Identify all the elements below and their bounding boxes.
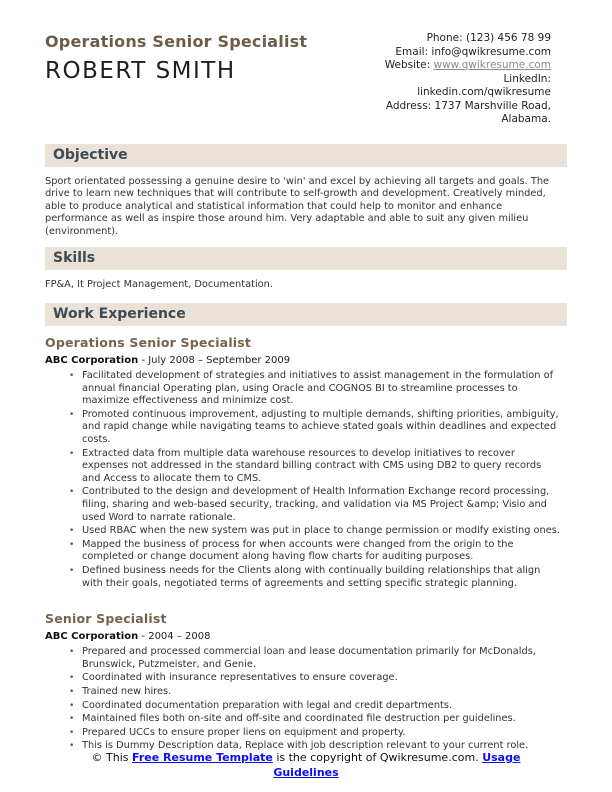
contact-phone-line bbox=[385, 32, 551, 46]
bullet-item: • Defined business needs for the Clients along with continually building relationships that align with their goals, negotiated terms of agreements and setting specific strategic planning. bbox=[68, 565, 560, 590]
work-experience-heading: Work Experience bbox=[45, 303, 567, 326]
contact-linkedin-value-line bbox=[385, 86, 551, 100]
bullet-item: • Prepared UCCs to ensure proper liens on equipment and property. bbox=[68, 727, 560, 740]
company-name: ABC Corporation bbox=[45, 355, 139, 367]
footer-text bbox=[71, 750, 541, 780]
website-link[interactable]: www.qwikresume.com bbox=[433, 59, 551, 71]
job-title: Senior Specialist bbox=[45, 611, 167, 627]
address-value: 1737 Marshville Road, bbox=[434, 99, 551, 112]
bullet-item: • Trained new hires. bbox=[68, 686, 560, 699]
header-left bbox=[45, 30, 307, 127]
linkedin-value: linkedin.com/qwikresume bbox=[417, 86, 551, 98]
job-dates: - 2004 – 2008 bbox=[141, 631, 211, 643]
job-entry-2 bbox=[45, 611, 567, 753]
skills-heading: Skills bbox=[45, 247, 567, 270]
contact-email-line bbox=[385, 46, 551, 60]
bullet-item: • Used RBAC when the new system was put in place to change permission or modify existing ones. bbox=[68, 525, 560, 538]
skills-text: FP&A, It Project Management, Documentation. bbox=[45, 279, 273, 291]
footer-prefix: © This bbox=[91, 751, 133, 764]
bullet-item: • Maintained files both on-site and off-site and coordinated file destruction per guidelines. bbox=[68, 713, 560, 726]
email-label: Email: bbox=[395, 45, 429, 58]
bullet-item: • Facilitated development of strategies and initiatives to assist management in the formulation of annual financial Operating plan, using Oracle and COGNOS BI to streamline processes to maximize effectiveness and minimize cost. bbox=[68, 370, 560, 408]
website-label: Website: bbox=[384, 59, 431, 71]
contact-address-line bbox=[385, 100, 551, 114]
bullet-item: • Prepared and processed commercial loan and lease documentation primarily for McDonalds, Brunswick, Putzmeister, and Genie. bbox=[68, 646, 560, 671]
phone-label: Phone: bbox=[426, 32, 463, 44]
resume-title: Operations Senior Specialist bbox=[45, 32, 308, 51]
job-bullet-list bbox=[68, 370, 567, 590]
linkedin-label: LinkedIn: bbox=[503, 72, 551, 85]
contact-website-line bbox=[385, 59, 551, 73]
company-line bbox=[45, 631, 567, 642]
free-resume-template-link[interactable]: Free Resume Template bbox=[132, 751, 273, 764]
bullet-item: • This is Dummy Description data, Replace with job description relevant to your current role. bbox=[68, 740, 560, 753]
objective-section bbox=[45, 144, 567, 239]
job-bullet-list bbox=[68, 646, 567, 753]
bullet-item: • Mapped the business of process for when accounts were changed from the origin to the completed or change document along having flow charts for auditing purposes. bbox=[68, 539, 560, 564]
candidate-name: ROBERT SMITH bbox=[45, 58, 236, 84]
contact-address-line2 bbox=[385, 113, 551, 127]
contact-linkedin-label-line bbox=[385, 73, 551, 87]
page-footer bbox=[45, 750, 567, 780]
skills-section bbox=[45, 247, 567, 292]
job-title: Operations Senior Specialist bbox=[45, 335, 252, 351]
footer-middle: is the copyright of Qwikresume.com. bbox=[272, 751, 483, 764]
job-entry-1 bbox=[45, 335, 567, 590]
usage-guidelines-link[interactable]: Usage Guidelines bbox=[273, 751, 521, 779]
objective-text: Sport orientated possessing a genuine desire to 'win' and excel by achieving all targets and goals. The drive to learn new techniques that will contribute to self-growth and development. Creatively minded, able to produce analytical and statistical information that could help to monitor and enhance performance as well as inspire those around him. Very adaptable and able to suit any given milieu (environment). bbox=[45, 175, 550, 237]
bullet-item: • Promoted continuous improvement, adjusting to multiple demands, shifting priorities, ambiguity, and rapid change while navigating teams to achieve stated goals within deadlines and expected costs. bbox=[68, 409, 560, 447]
job-dates: - July 2008 – September 2009 bbox=[141, 355, 291, 367]
address-value2: Alabama. bbox=[501, 113, 551, 125]
address-label: Address: bbox=[385, 99, 432, 112]
bullet-item: • Coordinated with insurance representatives to ensure coverage. bbox=[68, 672, 560, 685]
bullet-item: • Contributed to the design and development of Health Information Exchange record processing, filing, sharing and web-based security, tracking, and validation via MS Project &amp; Visio and used Word to narrate rationale. bbox=[68, 486, 560, 524]
company-name: ABC Corporation bbox=[45, 631, 139, 643]
work-experience-section bbox=[45, 303, 567, 753]
company-line bbox=[45, 355, 567, 366]
phone-value: (123) 456 78 99 bbox=[465, 32, 551, 44]
bullet-item: • Coordinated documentation preparation with legal and credit departments. bbox=[68, 700, 560, 713]
email-value: info@qwikresume.com bbox=[431, 45, 551, 58]
objective-heading: Objective bbox=[45, 144, 567, 167]
resume-header bbox=[45, 30, 567, 127]
contact-block bbox=[385, 32, 551, 127]
bullet-item: • Extracted data from multiple data warehouse resources to develop initiatives to recover expenses not addressed in the standard billing contract with CMS using DB2 to query records and Access to allocate them to CMS. bbox=[68, 448, 560, 486]
